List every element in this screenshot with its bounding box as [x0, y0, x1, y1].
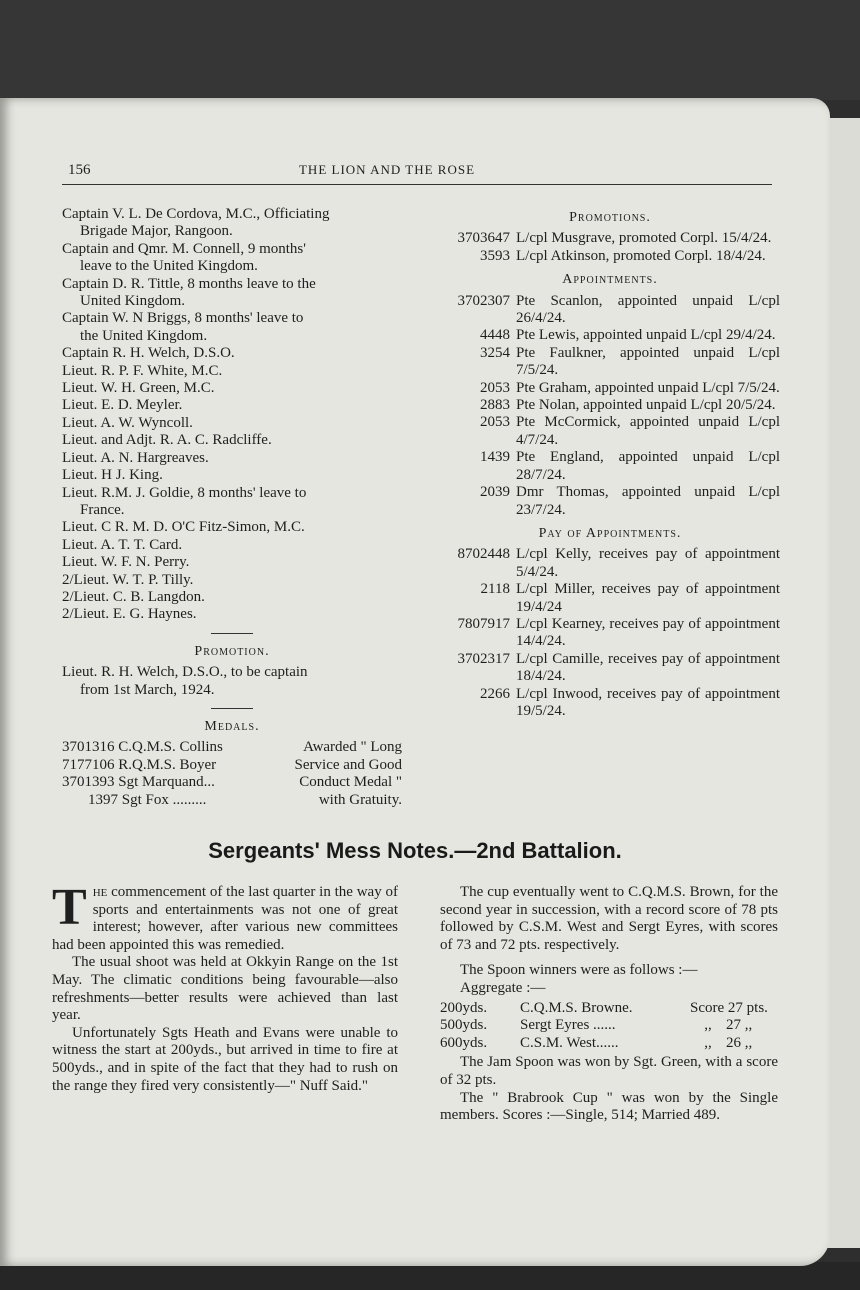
aggregate-label: Aggregate :— [460, 979, 546, 996]
right-column [440, 206, 780, 720]
medal-row: 3701316 C.Q.M.S. Collins Awarded " Long [62, 739, 402, 756]
appointments-heading: Appointments. [562, 272, 658, 288]
officer-entry: Captain V. L. De Cordova, M.C., Officiating Brigade Major, Rangoon. [62, 206, 330, 240]
appointment-entry: 2883 Pte Nolan, appointed unpaid L/cpl 20/5/24. [480, 397, 776, 414]
officer-entry: Captain and Qmr. M. Connell, 9 months' leave to the United Kingdom. [62, 240, 306, 275]
appointment-entry: 3254 Pte Faulkner, appointed unpaid L/cpl 7/5/24. [480, 344, 780, 379]
promotion-entry: 3703647 L/cpl Musgrave, promoted Corpl. 15/4/24. [457, 230, 772, 247]
scan-background-bottom [0, 1262, 860, 1290]
promotion-heading: Promotion. [194, 643, 270, 659]
section-title: Sergeants' Mess Notes.—2nd Battalion. [208, 838, 622, 863]
officer-entry: Captain W. N Briggs, 8 months' leave to the United Kingdom. [62, 310, 304, 344]
divider [211, 708, 253, 709]
drop-cap: T [52, 879, 87, 936]
medals-heading: Medals. [204, 718, 260, 734]
pay-entry: 2118 L/cpl Miller, receives pay of appointment 19/4/24 [480, 581, 780, 615]
appointment-entry: 1439 Pte England, appointed unpaid L/cpl 28/7/24. [480, 449, 780, 483]
paragraph: The " Brabrook Cup " was won by the Single members. Scores :—Single, 514; Married 489. [440, 1089, 778, 1124]
running-title: THE LION AND THE ROSE [298, 162, 476, 177]
promotion-text-line: Lieut. R. H. Welch, D.S.O., to be captain [62, 664, 308, 681]
promotion-text-line: from 1st March, 1924. [80, 681, 215, 698]
score-table [440, 1000, 778, 1053]
pay-entry: 2266 L/cpl Inwood, receives pay of appointment 19/5/24. [480, 685, 780, 719]
section-body-left [52, 879, 398, 1095]
promotion-entry: 3593 L/cpl Atkinson, promoted Corpl. 18/4/24. [480, 247, 766, 264]
officer-entry: 2/Lieut. W. T. P. Tilly. [62, 571, 194, 588]
promotions-heading: Promotions. [569, 210, 651, 225]
page-number: 156 [68, 162, 91, 178]
pay-entry: 8702448 L/cpl Kelly, receives pay of appointment 5/4/24. [457, 546, 780, 580]
officer-entry: 2/Lieut. E. G. Haynes. [62, 606, 197, 623]
officer-entry: Lieut. H J. King. [62, 467, 163, 484]
paragraph: The cup eventually went to C.Q.M.S. Brown, for the second year in succession, with a record score of 78 pts followed by C.S.M. West and Sergt Eyres, with scores of 73 and 72 pts. respectively. [440, 884, 778, 953]
appointment-entry: 2053 Pte Graham, appointed unpaid L/cpl 7/5/24. [480, 379, 780, 396]
pay-heading: Pay of Appointments. [538, 525, 682, 541]
section-body-right [440, 884, 778, 1125]
book-page [0, 98, 830, 1266]
officer-entry: Lieut. C R. M. D. O'C Fitz-Simon, M.C. [62, 519, 305, 536]
paragraph: The commencement of the last quarter in the way of sports and entertainments was not one of great interest; however, after various new committees had been appointed this was remedied. [52, 879, 398, 953]
left-column [62, 206, 402, 809]
appointment-entry: 2053 Pte McCormick, appointed unpaid L/cpl 4/7/24. [480, 414, 780, 448]
officer-entry: Lieut. W. F. N. Perry. [62, 554, 190, 571]
officer-entry: Captain D. R. Tittle, 8 months leave to the United Kingdom. [62, 275, 316, 310]
pay-entry: 7807917 L/cpl Kearney, receives pay of appointment 14/4/24. [457, 615, 780, 650]
officer-entry: Captain R. H. Welch, D.S.O. [62, 345, 235, 362]
pay-entry: 3702317 L/cpl Camille, receives pay of appointment 18/4/24. [457, 650, 780, 685]
paragraph: The usual shoot was held at Okkyin Range on the 1st May. The climatic conditions being favourable—also refreshments—better results were achieved than last year. [52, 954, 398, 1024]
paragraph: Unfortunately Sgts Heath and Evans were unable to witness the start at 200yds., but arrived in time to fire at 500yds., and in spite of the fact that they had to rush on the range they fired very consistently—" Nuff Said." [52, 1024, 398, 1094]
officer-entry: Lieut. W. H. Green, M.C. [62, 380, 215, 397]
paragraph: The Spoon winners were as follows :— [460, 962, 698, 979]
appointment-entry: 2039 Dmr Thomas, appointed unpaid L/cpl 23/7/24. [480, 484, 780, 518]
page-header [62, 160, 772, 185]
officer-entry: Lieut. A. N. Hargreaves. [62, 449, 209, 466]
paragraph: The Jam Spoon was won by Sgt. Green, with a score of 32 pts. [440, 1054, 778, 1088]
divider [211, 633, 253, 634]
score-row: 500yds. Sergt Eyres ...... ,, 27 ,, [440, 1017, 753, 1034]
officer-entry: Lieut. R.M. J. Goldie, 8 months' leave to France. [62, 484, 307, 518]
officer-entry: Lieut. A. W. Wyncoll. [62, 414, 193, 431]
medal-row: 7177106 R.Q.M.S. Boyer Service and Good [62, 756, 402, 773]
officer-entry: Lieut. A. T. T. Card. [62, 536, 183, 553]
score-row: 200yds. C.Q.M.S. Browne. Score 27 pts. [440, 999, 768, 1016]
scan-background-top [0, 0, 860, 100]
officer-entry: Lieut. and Adjt. R. A. C. Radcliffe. [62, 432, 272, 449]
appointment-entry: 4448 Pte Lewis, appointed unpaid L/cpl 29/4/24. [480, 327, 776, 344]
medal-row: 1397 Sgt Fox ......... with Gratuity. [88, 791, 402, 808]
officer-entry: Lieut. R. P. F. White, M.C. [62, 362, 223, 379]
officer-entry: 2/Lieut. C. B. Langdon. [62, 588, 205, 605]
appointment-entry: 3702307 Pte Scanlon, appointed unpaid L/cpl 26/4/24. [457, 292, 780, 327]
score-row: 600yds. C.S.M. West...... ,, 26 ,, [440, 1034, 753, 1051]
medal-row: 3701393 Sgt Marquand... Conduct Medal " [62, 774, 402, 791]
officer-entry: Lieut. E. D. Meyler. [62, 397, 183, 414]
